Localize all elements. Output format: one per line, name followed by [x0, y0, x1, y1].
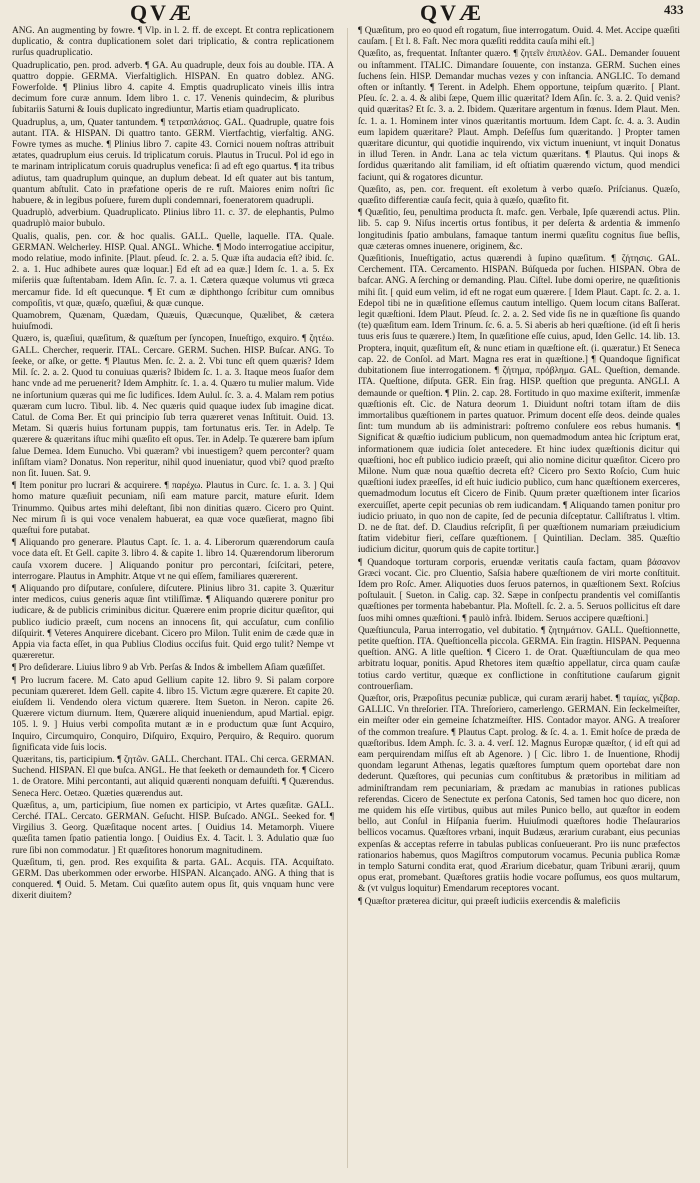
running-head-right: QVÆ	[420, 0, 484, 25]
dictionary-entry: ¶ Quandoque torturam corporis, eruendæ veritatis cauſa factam, quam βάσανον Græci vocant. Cic. pro Cluentio, Saſsia habere quæſtionem de viri morte conſtituit. Idem pro Roſc. Amer. Aliquoties duos ſeruos paternos, in quæſtionem Sext. Roſcius poſtulauit. [ Sueton. in Calig. cap. 32. Sæpe in conſpectu prandentis vel comiſſantis quæſtiones per tormenta habebantur. Pla. Moſtell. ſc. 2. a. 5. Seruos pollicitus eſt dare ſuos mihi omnes quæſtioni. ¶ paulò infrà. Ibidem. Seruos accipere quæſtioni.]	[358, 557, 680, 624]
page-number: 433	[664, 2, 684, 17]
dictionary-entry: Quadruplus, a, um, Quater tantundem. ¶ τετραπλάσιος. GAL. Quadruple, quatre fois autant. ITA. & HISPAN. Di quattro tanto. GERM. Viertfachtig, vierfaltig. ANG. Fowre tymes as muche. ¶ Plinius libro 7. capite 43. Cornici nouem noſtras attribuit ætates, quadruplum eius ceruis. Id triplicatum coruis. Plautus in Trucul. Pol id ego in te marinam intriplicatum coruis quadruplus venefica: ſi ad eft ego quartus. ¶ ita tribus adiutus, tam quadruplum quinque, an duplum debeat. Id eſt quater aut bis tantum, quantum abſtulit. Cato in præfatione operis de re ruſt. Maiores enim noſtri ſic habuere, & in legibus poſuere, furem dupli condemnari, foeneratorem quadrupli.	[12, 117, 334, 207]
dictionary-entry: Quadruplò, adverbium. Quadruplicato. Plinius libro 11. c. 37. de elephantis, Pulmo quadruplò maior bubulo.	[12, 208, 334, 230]
dictionary-entry: Quæritans, tis, participium. ¶ ζητῶν. GALL. Cherchant. ITAL. Chi cerca. GERMAN. Suchend. HISPAN. El que buſca. ANGL. He that ſeeketh or demaundeth for. ¶ Cicero 1. de Oratore. Mihi percontanti, aut aliquid quærenti nonquam defuiſti. ¶ Quærendus. Seneca Herc. Oetæo. Quæties quærendus aut.	[12, 755, 334, 799]
dictionary-entry: Quæſtiuncula, Parua interrogatio, vel dubitatio. ¶ ζητημάτιον. GALL. Queſtionnette, petite queſtion. ITA. Queſtioncella piccola. GERMA. Ein ſragtin. HISPAN. Pequenna queſtion. ANG. A litle queſtion. ¶ Cicero 1. de Orat. Quæſtiunculam de qua meo arbitratu loquar, ponitis. Apud Rhetores item quæſtio appellatur, circa quam cauſæ totius cardo vertitur, quæque ex conflictione in conſtitutione cauſarum gignit controuerſiam.	[358, 625, 680, 692]
dictionary-entry: Quæſitionis, Inueſtigatio, actus quærendi à ſupino quæſitum. ¶ ζήτησις. GAL. Cerchement. ITA. Cercamento. HISPAN. Búſqueda por ſuchen. HISPAN. Obra de bafcar. ANG. A ſerching or demanding. Plau. Ciſtel. Iube domi operire, ne quæſitionis mihi ſit. [ quid eum velim, id eft ne rogat eum quærere. [ Idem Plaut. Capt. ſc. 2. a. 1. Edepol tibi ne in quæſitione eſſemus cautum intelligo. Quem locum citans Baſſerat. legit quæſtioni. Idem Plaut. Pſeud. ſc. 2. a. 2. Sed vide ſis ne in quæſtione ſis quando (te) quæſitum eam. Idem Trinum. ſc. 6. a. 5. Si aberis ab heri quæſtione. (id eſt ſi heris tuus eris ſuus te quærere.) Item, In quæſitione eſſe cuius, apud, Iden Gellc. 14. lib. 13. Proptera, inquit, quæſitum eſt, & nunc etiam in quæſtione eſt. (i. quæratur.) Et Seneca cap. 22. de Conſol. ad Mart. Magna res erat in quæſtione.] ¶ Quandoque ſignificat dubitationem ſiue interrogationem. ¶ ζήτημα, πρόβλημα. GAL. Queſtion, demande. ITA. Queſtione, diſputa. GER. Ein ſrag. HISP. queſtion que pregunta. ANGLI. A demaunde or queſtion. ¶ Plin. 2. cap. 28. Fortitudo in quo maxime exiſterit, immenſæ quæſtionis eſt. Cic. de Natura deorum 1. Diuidunt noſtri totam iſtam de diis immortalibus quæſtionem in partes quatuor. Primum docent eſſe deos. deinde quales ſint: tum mundum ab iis administrari: poſtremo conſulere eos rebus humanis. ¶ Significat & quæſtio iudicium publicum, non quemadmodum antea hic ſcriptum erat, informationem quæ iudicia ſolet antecedere. Et hinc iudex quæſtionis dicitur qui quæſtioni, hoc eſt publico iudicio præeſt, qui alio nomine dicitur quæſitor. Cicero pro Milone. Num quæ noua quæſtio decreta eſt? Cicero pro Sexto Roſcio, Cum huic quæſtioni iudex præeſſes, id eſt huic iudicio publico, cum hanc quæſtionem exerceres, quemadmodum locutus eſt Cicero de Finib. Quum præter quæſtionem inter ſicarios exercuiſſet, aperte cepit pecunias ob rem iudicandam. ¶ Aliquando tamen ponitur pro iudicio priuato, in quo non de capite, ſed de pecunia diſceptatur. Calliſtratus l. vltim. D. ne de ſtat. def. D. Claudius reſcripſit, ſi per quæſtionem numariam præiudicium ſtatim videbitur fieri, ceſſare quæſtionem. [ Quintilian. Declam. 385. Quæſtio iudicium dicitur, quorum quis de capite tortitur.]	[358, 254, 680, 556]
dictionary-entry: ¶ Quæſtor præterea dicitur, qui præeſt iudiciis exercendis & maleficiis	[358, 896, 621, 907]
dictionary-entry: Quæſito, as, frequentat. Inſtanter quæro. ¶ ζητεῖν ἐπιπλέον. GAL. Demander ſouuent ou inſtamment. ITALIC. Dimandare ſouuente, con instanza. GERM. Suchen eines ſuchens ſein. HISP. Demandar muchas vezes y con inſtancia. ANGLIC. To demand often or inſtantly. ¶ Terent. in Adelph. Ehem opportune, teipſum quærito. [ Plant. Pſeu. ſc. 2. a. 4. & alibi ſæpe, Quem illic quæritat? Idem Aſin. ſc. 3. a. 2. Quid venis? quid quæritas? Et ſc. 3. a. 2. Ibidem. Quæritare argentum in fœnus. Idem Plaut. Men. ſc. 1. a. 1. Hominem inter vinos quæritantis mortuum. Idem Capt. ſc. 4. a. 3. Audin eum lapidem quæritare? Plaut. Amph. Deſeſſus ſum quæritando. ] Propter tamen quæritare dicuntur, qui quotidie inquirendo, vix victum inueniunt, vt inquit Donatus in illud Teren. in Andr. Lana ac tela victum quæritans. ¶ Plautus. Qui inops & ſordidus quæritando alit familiam, id eſt oſtiatim quærendo victum, quod mendici faciunt, qui & rogatores dicuntur.	[358, 49, 680, 183]
dictionary-entry: Quamobrem, Quænam, Quædam, Quæuis, Quæcunque, Quælibet, & cætera huiuſmodi.	[12, 311, 334, 333]
dictionary-entry: Quæſtor, oris, Præpoſitus pecuniæ publicæ, qui curam ærarij habet. ¶ ταμίας, γιζβαρ. GALLIC. Vn threſorier. ITA. Threſoriero, camerlengo. GERMAN. Ein ſeckelmeiſter, ein meiſter oder ein gemeine ſchatzmeiſter. HIS. Contador mayor. ANG. A treaſorer of the common treaſure. ¶ Plautus Capt. prolog. & ſc. 4. a. 1. Emit hoſce de præda de quæſtoribus. Idem Amph. ſc. 3. a. 4. verſ. 12. Magnus Europæ quæſtor, ( id eſt qui ad eam perquirendam miſſus eſt ab Agenore. ) [ Cic. libro 1. de Inuentione, Rhodij quondam legarunt Athenas, legatis quæſtores ſumptum quem oportebat dare non dederunt. Quæſtores, qui pecunias cum conſtitubus & prætoribus in militiam ad adminiſtrandam rem pecuniariam, & prædam ac manubias in rationes publicas referendas. Cicero de Senectute ex perſona Catonis, Sed tamen hoc quo dicere, non me quidem his eſſe virtibus, quibus aut miles Punico bello, aut quæſtor in eodem bello, aut Conſul in Hiſpania fuerim. Huiuſmodi quæſtores hodie Theſaurarios bellicos vocamus. Quæſtores vrbani, inquit Budæus, ærarium curabant, eius pecunias expenſas & acceptas referre in tabulas publicas conſueuerant. Pro iis nunc præfectos rationarios habemus, quos Magiſtros computorum vocamus. Pecunia publica Romæ in templo Saturni condita erat, quod Ærarium dicebatur, quam Tribuni ærarij, quum opus erat, promebant. Quæſtores gratiis hodie vocare poſſumus, eos quos multarum, & (vt vulgus loquitur) Emendarum receptores vocant.	[358, 693, 680, 895]
dictionary-entry: ¶ Pro lucrum facere. M. Cato apud Gellium capite 12. libro 9. Si palam corpore pecuniam quæreret. Idem Gell. capite 4. libro 15. Victum ægre quærere. Et capite 20. eiuſdem li. Vendendo olera victum quærere. Item Sueton. in Neron. capite 26. Quærere victum diurnum. Item, Quærere aliquid inueniendum, apud Martial. epigr. 105. l. 9. ] Huius verbi compoſita mutant æ in e productum quæ ſunt Acquiro, Inquiro, Circumquiro, Conquiro, Diſquiro, Exquiro, Perquiro, & Requiro. quorum ſignificata vide ſuis locis.	[12, 675, 334, 753]
dictionary-entry: Quæſito, as, pen. cor. frequent. eſt exoletum à verbo quæſo. Priſcianus. Quæſo, quæſito differentiæ cauſa fecit, quia à quæſo, quæſito fit.	[358, 184, 680, 207]
dictionary-entry: Quæro, is, quæſiui, quæſitum, & quæſtum per ſyncopen, Inueſtigo, exquiro. ¶ ζητέω. GALL. Chercher, requerir. ITAL. Cercare. GERM. Suchen. HISP. Buſcar. ANG. To ſeeke, or aſke, or gette. ¶ Plautus Men. ſc. 2. a. 2. Vbi tunc eſt quem quæris? Idem Mil. ſc. 2. a. 2. Quod tu conuiuas quæris? Ibidem ſc. 1. a. 3. Itaque meos ſuaſor dem hanc vnde ad me peruenerit? Idem Amphitr. ſc. 1. a. 4. Quæro tu mulier malum. Vide ne inſortunium quæras qui me ſic ludifices. Idem Aulul. ſc. 3. a. 4. Malam rem potius quæram cum lucro. Tibul. lib. 4. Nec quæris quid quaque iudex ſub imagine dicat. Catul. de Coma Ber. Et qui principio ſub terra quæreret venas Inſtituit. Ouid. 13. Metam. Si quæris huius fortunam puppis, tam fortunatus eris. Ter. in Adelp. Te quærere & quæritans iſtuc mihi quæſito eſt opus. Ter. in Adelp. Te quærere bam ipſum ſalue Demea. Idem Eunucho. Vbi quæram? vbi inuestigem? quem perconter? quam inſiſtam viam? Donatus. Non reperitur, nihil quod inueniatur, quod vbi? quod præſto non ſit. Iuuen. Sat. 9.	[12, 334, 334, 479]
dictionary-entry: Quæſitum, ti, gen. prod. Res exquiſita & parta. GAL. Acquis. ITA. Acquiſtato. GERM. Das uberkommen oder erworbe. HISPAN. Alcançado. ANG. A thing that is conquered. ¶ Ouid. 5. Metam. Cui quæſito autem opus ſit, quis vnquam hunc vere dixerit diuitem?	[12, 857, 334, 902]
column-divider	[347, 28, 348, 1168]
dictionary-entry: ¶ Aliquando pro generare. Plautus Capt. ſc. 1. a. 4. Liberorum quærendorum cauſa voce data eſt. Et Gell. capite 3. libro 4. & capite 1. libro 14. Quærendorum liberorum cauſa vxorem ducere. ] Aliquando ponitur pro percontari, ſciſcitari, petere, interrogare. Plautus in Amphitr. Atque vt ne qui eſſem, familiares quærerent.	[12, 538, 334, 582]
dictionary-entry: ¶ Quæſitio, ſeu, penultima producta ſt. mafc. gen. Verbale, Ipſe quærendi actus. Plin. lib. 5. cap 9. Niſus incertis ortus fontibus, it per deſerta & ardentia & immenſo longitudinis ſpatio ambulans, famaque tantum inermi quæſitu cognitus ſiue beſlis, quæ cæteras omnes inuenere, originem, &c.	[358, 208, 680, 252]
dictionary-entry: ¶ Item ponitur pro lucrari & acquirere. ¶ παρέχω. Plautus in Curc. ſc. 1. a. 3. ] Qui homo mature quæſiuit pecuniam, niſi eam mature parcit, mature eſurit. Idem Trinummo. Quibus artes mihi deleſtant, ſibi non dinitias quæro. Cicero pro Quint. Nec mirum ſi is qui voce venalem habuerat, ea quæ voce quæſierat, magno ſibi quæſtui fore putabat.	[12, 481, 334, 536]
dictionary-entry: Qualis, qualis, pen. cor. & hoc qualis. GALL. Quelle, laquelle. ITA. Quale. GERMAN. Welcherley. HISP. Qual. ANGL. Whiche. ¶ Modo interrogatiue accipitur, modo relatiue, modo infinite. [Plaut. pſeud. ſc. 2. a. 5. Quæ iſta audacia eſt? ibid. ſc. 2. a. 1. Huc adhibete aures quæ loquar.] Ed eſt ad ea quæ.] Idem ſc. 1. a. 5. Ex miſeriis quæ ſuſtentabam. Idem Aſin. ſc. 7. a. 1. Cætera quæque volumus vti græca mercamur fide. Id eſt quecunque. ¶ Et cum æ diphthongo ſcribitur cum omnibus compoſitis, vt quæ, quæſo, quæſiui, & quæ cunque.	[12, 231, 334, 309]
dictionary-entry: ¶ Quæſitum, pro eo quod eſt rogatum, ſiue interrogatum. Ouid. 4. Met. Accipe quæſiti cauſam. [ Et l. 8. Faſt. Nec mora quæſiti reddita cauſa mihi eſt.]	[358, 26, 680, 48]
right-column	[358, 26, 680, 1176]
dictionary-entry: ¶ Aliquando pro diſputare, conſulere, diſcutere. Plinius libro 31. capite 3. Quæritur inter medicos, cuius generis aquæ ſint vtiliſſimæ. ¶ Aliquando quærere ponitur pro iudicare, & de publicis criminibus dicitur. Quærere enim proprie dicitur quæſitor, qui publico iudicio præeſt, cum nocens an innocens ſit, qui accuſatur, cum conſilio diſquirit. ¶ Veteres Anquirere dicebant. Cicero pro Milon. Tulit enim de cæde quæ in Appia via facta eſſet, in qua Publius Clodius occiſus fuit. Quid ergo tulit? Nempe vt quæreretur.	[12, 583, 334, 662]
left-column	[12, 26, 334, 1176]
dictionary-entry: Quæſitus, a, um, participium, ſiue nomen ex participio, vt Artes quæſitæ. GALL. Cerché. ITAL. Cercato. GERMAN. Geſucht. HISP. Buſcado. ANGL. Seeked for. ¶ Virgilius 3. Georg. Quæſitaque nocent artes. [ Ouidius 14. Metamorph. Viuere quæſita tamen ſpatio patientia longo. [ Ouidius Ex. 4. Tacit. l. 3. Adulatio quæ ſuo rure ſibi non commodatur. ] Et quæſitores honorum magnitudinem.	[12, 800, 334, 856]
dictionary-entry: Quadruplicatio, pen. prod. adverb. ¶ GA. Au quadruple, deux fois au double. ITA. A quattro doppie. GERMA. Vierfaltiglich. HISPAN. En quatro doblez. ANG. Fowerfolde. ¶ Plinius libro 4. capite 4. Emptis quadruplicato vineis illis intra decimum fore curæ annum. Idem libro 1. c. 17. Venenis quindecim, & pluribus ſubitariis Saturni & Iouis duplicato ingrediuntur, Martis etiam quadruplicato.	[12, 60, 334, 116]
dictionary-entry: ANG. An augmenting by fowre. ¶ Vlp. in l. 2. ff. de except. Et contra replicationem duplicatio, & contra duplicationem solet dari triplicatio, & contra replicationem rurſus quadruplicatio.	[12, 26, 334, 59]
running-head-left: QVÆ	[130, 0, 194, 25]
dictionary-entry: ¶ Pro deſiderare. Liuius libro 9 ab Vrb. Perſas & Indos & imbellem Aſiam quæſiſſet.	[12, 663, 326, 674]
